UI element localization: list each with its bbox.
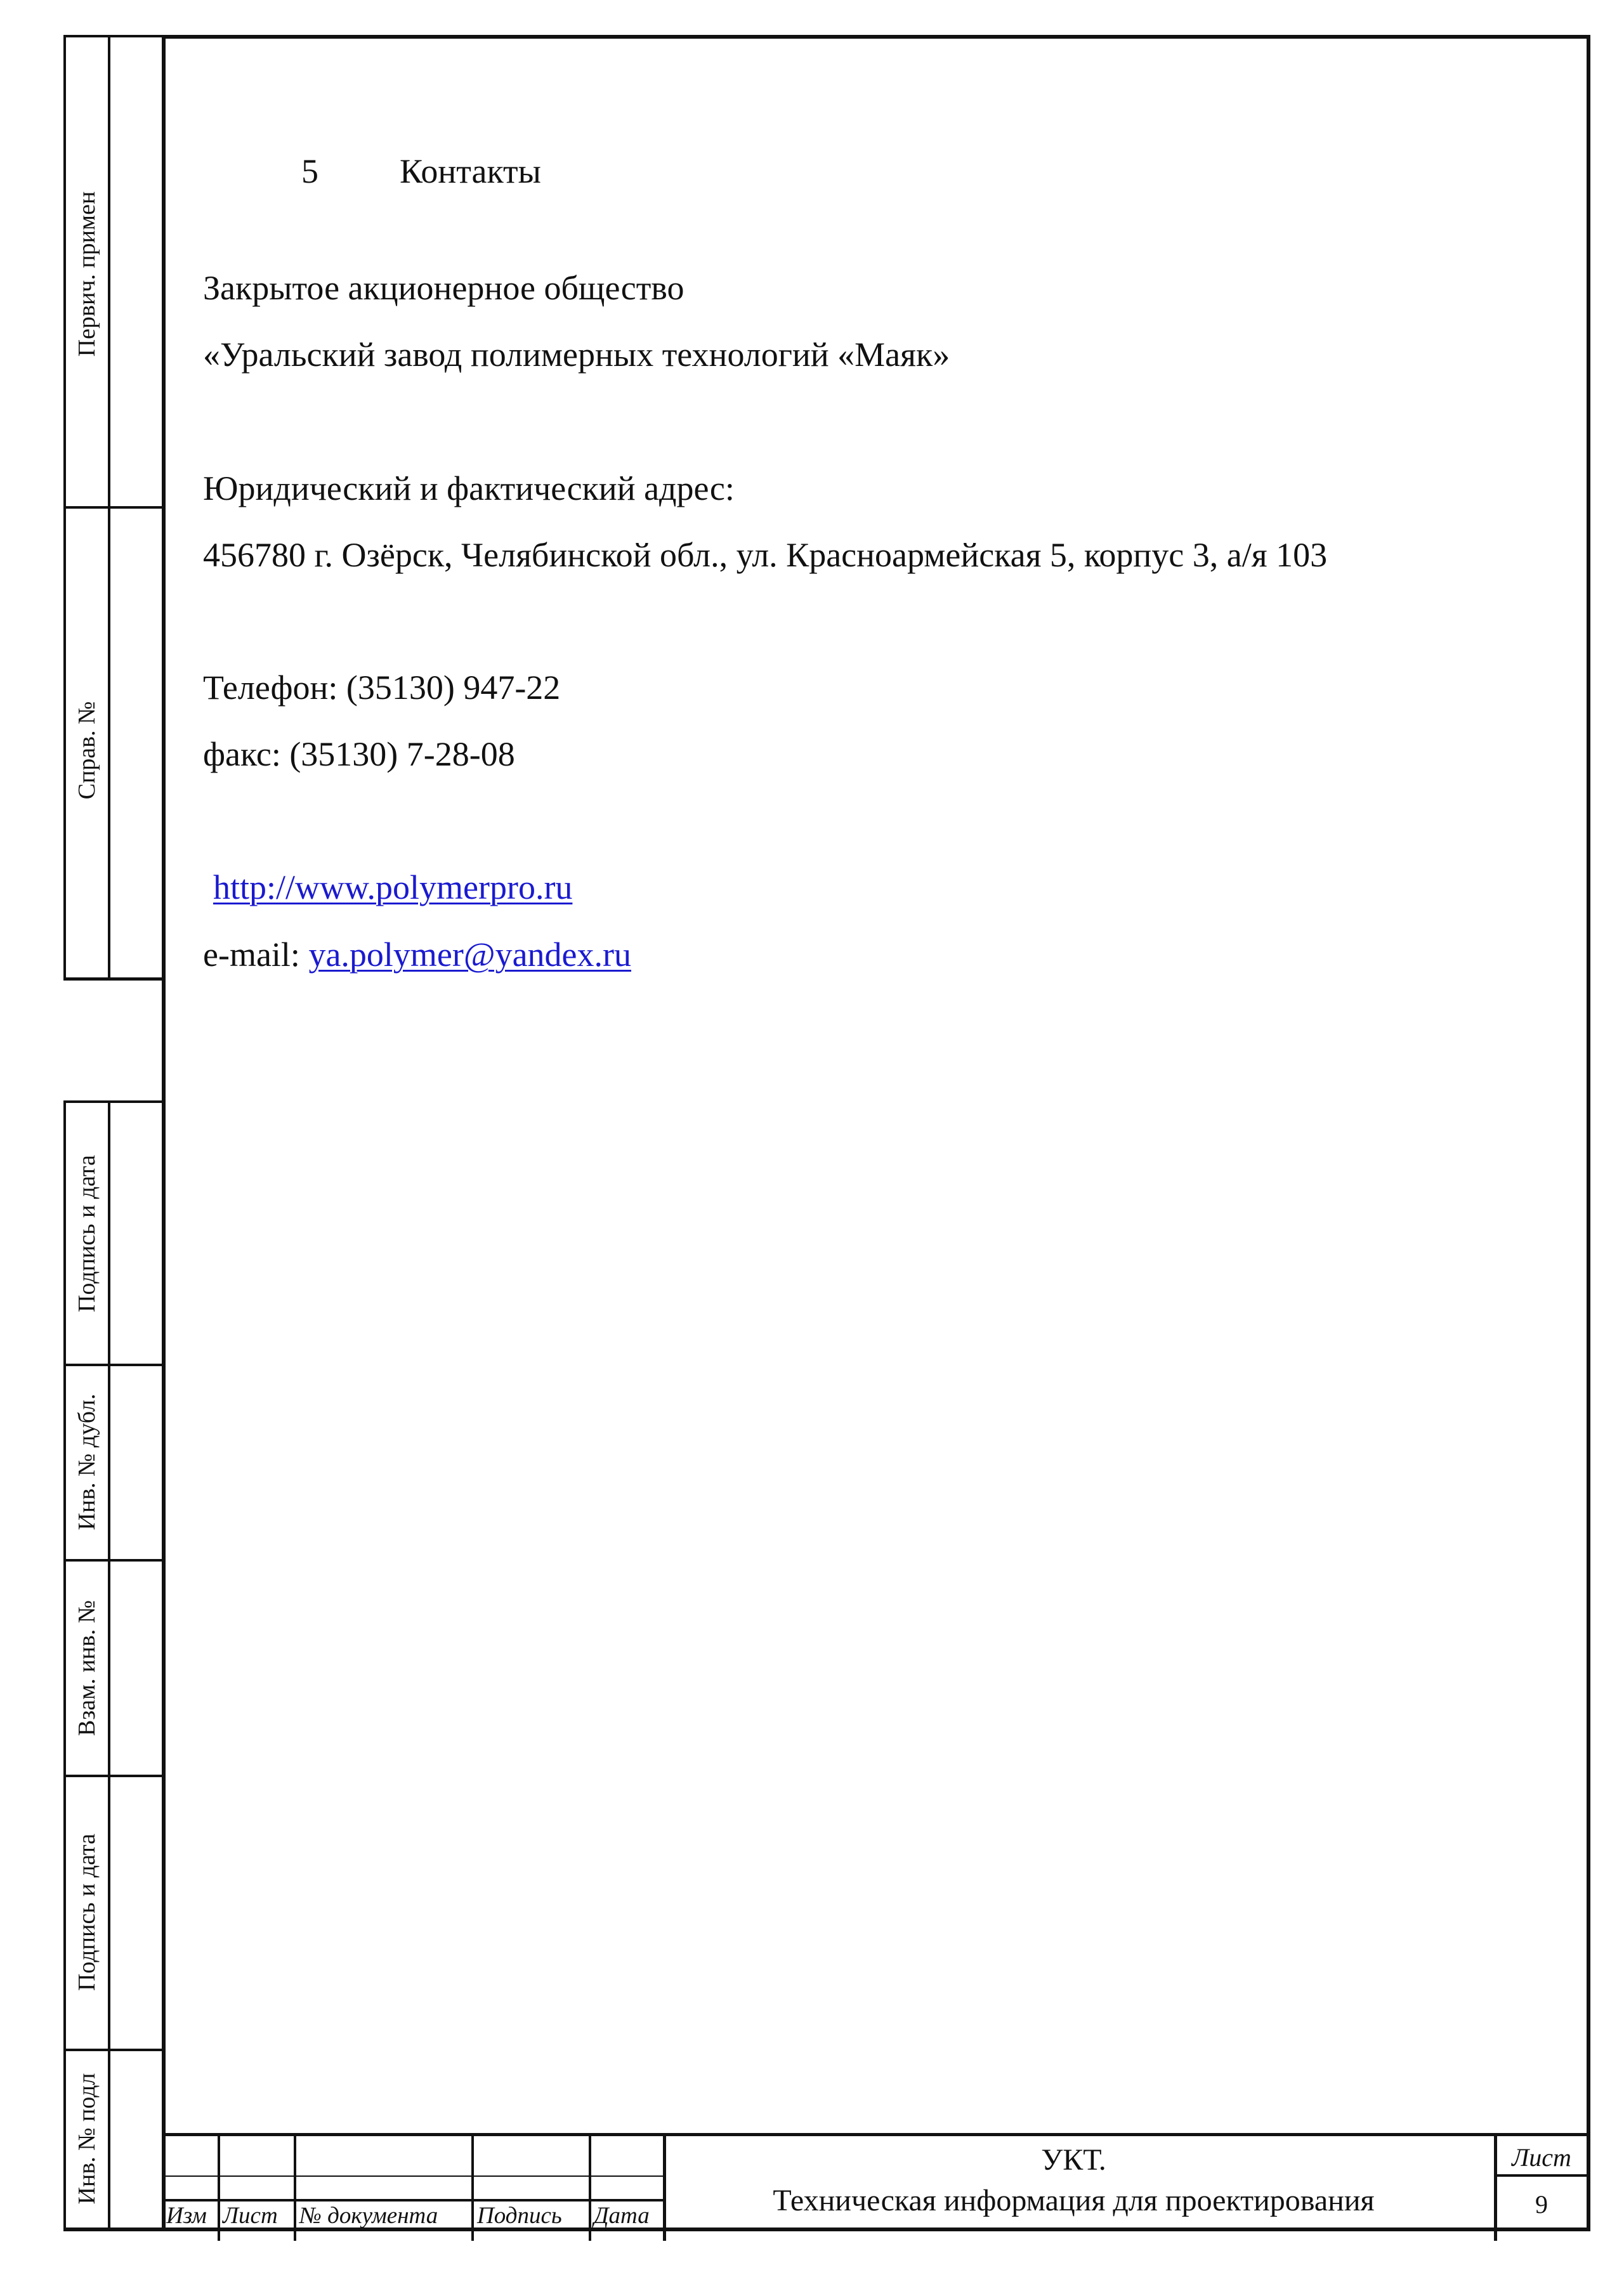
email-link[interactable]: ya.polymer@yandex.ru <box>308 936 632 974</box>
email-line <box>203 937 631 972</box>
title-block-col-2 <box>294 2133 296 2241</box>
frame-right <box>1587 35 1590 2231</box>
sheet-number: 9 <box>1535 2190 1548 2219</box>
section-title: Контакты <box>400 152 541 190</box>
title-block-top <box>164 2133 1588 2136</box>
company-name: «Уральский завод полимерных технологий «Маяк» <box>203 336 950 374</box>
frame-left <box>162 35 166 2231</box>
stamp-label-replaced-inv: Взам. инв. № <box>74 1600 100 1737</box>
stamp-label-signature-date: Подпись и дата <box>74 1154 100 1313</box>
stamp-lower-div-4 <box>63 2049 164 2051</box>
email-label: e-mail: <box>203 936 309 974</box>
address-value: 456780 г. Озёрск, Челябинской обл., ул. Красноармейская 5, корпус 3, а/я 103 <box>203 536 1328 574</box>
website-link[interactable]: http://www.polymerpro.ru <box>213 868 573 906</box>
column-header-signature: Подпись <box>477 2203 562 2229</box>
title-block-col-4 <box>589 2133 591 2241</box>
stamp-label-reference-no: Справ. № <box>74 701 100 800</box>
stamp-upper-bottom <box>63 977 164 981</box>
stamp-lower-left-edge <box>63 1100 66 2229</box>
column-header-document-no: № документа <box>299 2203 438 2229</box>
document-title: Техническая информация для проектирования <box>773 2184 1375 2217</box>
stamp-label-first-use: Первич. примен <box>74 191 100 357</box>
column-header-change: Изм <box>166 2203 207 2229</box>
frame-bottom <box>63 2228 1590 2231</box>
stamp-upper-divider <box>63 506 164 509</box>
address-label: Юридический и фактический адрес: <box>203 469 735 507</box>
document-code: УКТ. <box>1041 2143 1106 2177</box>
section-number: 5 <box>301 152 318 190</box>
company-type: Закрытое акционерное общество <box>203 269 684 307</box>
frame-top <box>162 35 1590 39</box>
stamp-lower-mid-edge <box>108 1100 110 2229</box>
stamp-lower-div-3 <box>63 1775 164 1777</box>
title-block-col-3 <box>471 2133 474 2241</box>
stamp-lower-div-1 <box>63 1364 164 1366</box>
stamp-lower-div-2 <box>63 1559 164 1562</box>
stamp-label-signature-date-2: Подпись и дата <box>74 1833 100 1992</box>
title-block-sheet-divider <box>1495 2174 1588 2177</box>
stamp-lower-top <box>63 1100 164 1103</box>
fax-number: факс: (35130) 7-28-08 <box>203 735 515 773</box>
phone-number: Телефон: (35130) 947-22 <box>203 669 561 707</box>
column-header-date: Дата <box>594 2203 650 2229</box>
title-block-col-1 <box>218 2133 220 2241</box>
column-header-sheet: Лист <box>223 2203 278 2229</box>
stamp-label-duplicate-inv: Инв. № дубл. <box>74 1393 100 1530</box>
sheet-label: Лист <box>1512 2143 1571 2172</box>
stamp-upper-top <box>63 35 164 37</box>
stamp-label-original-inv: Инв. № подл <box>74 2073 100 2205</box>
